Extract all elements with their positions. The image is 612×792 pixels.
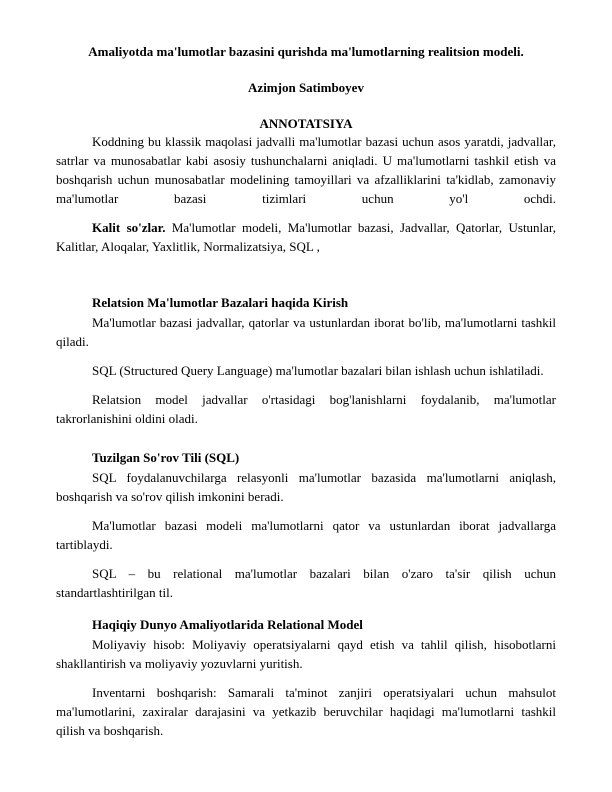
abstract-heading: ANNOTATSIYA bbox=[259, 116, 353, 131]
section-paragraph: Inventarni boshqarish: Samarali ta'minot zanjiri operatsiyalari uchun mahsulot ma'lumotlarini, zaxiralar darajasini va yetkazib beruvchilar haqidagi ma'lumotlarni tashkil qilish va boshqarish. bbox=[56, 685, 556, 738]
keywords-text: Ma'lumotlar modeli, Ma'lumotlar bazasi, Jadvallar, Qatorlar, Ustunlar, Kalitlar, Aloqalar, Yaxlitlik, Normalizatsiya, SQL , bbox=[56, 220, 556, 254]
section-paragraph: SQL – bu relational ma'lumotlar bazalari bilan o'zaro ta'sir qilish uchun standartlashtirilgan til. bbox=[56, 566, 556, 600]
keywords-paragraph bbox=[56, 218, 556, 256]
abstract-body: Koddning bu klassik maqolasi jadvalli ma'lumotlar bazasi uchun asos yaratdi, jadvallar, satrlar va munosabatlar kabi asosiy tushunchalarni aniqladi. U ma'lumotlarni tashkil etish va boshqarish uchun munosabatlar modelining tamoyillari va afzalliklarini ta'kidlab, zamonaviy ma'lumotlar bazasi tizimlari uchun yo'l ochdi. bbox=[56, 134, 556, 206]
section-paragraph: Ma'lumotlar bazasi modeli ma'lumotlarni qator va ustunlardan iborat jadvallarga tartiblaydi. bbox=[56, 518, 556, 552]
paper-title: Amaliyotda ma'lumotlar bazasini qurishda ma'lumotlarning realitsion modeli. bbox=[88, 44, 524, 59]
section-heading-sql: Tuzilgan So'rov Tili (SQL) bbox=[92, 450, 240, 465]
section-paragraph: Ma'lumotlar bazasi jadvallar, qatorlar va ustunlardan iborat bo'lib, ma'lumotlarni tashkil qiladi. bbox=[56, 315, 556, 349]
section-paragraph: SQL foydalanuvchilarga relasyonli ma'lumotlar bazasida ma'lumotlarni aniqlash, boshqarish va so'rov qilish imkonini beradi. bbox=[56, 470, 556, 504]
section-paragraph: SQL (Structured Query Language) ma'lumotlar bazalari bilan ishlash uchun ishlatiladi. bbox=[92, 363, 544, 378]
keywords-label: Kalit so'zlar. bbox=[92, 220, 166, 235]
section-paragraph: Relatsion model jadvallar o'rtasidagi bog'lanishlarni foydalanib, ma'lumotlar takrorlanishini oldini oladi. bbox=[56, 392, 556, 426]
author-name: Azimjon Satimboyev bbox=[248, 80, 364, 95]
section-heading-intro: Relatsion Ma'lumotlar Bazalari haqida Kirish bbox=[92, 295, 349, 310]
section-paragraph: Moliyaviy hisob: Moliyaviy operatsiyalarni qayd etish va tahlil qilish, hisobotlarni shakllantirish va moliyaviy yozuvlarni yuritish. bbox=[56, 637, 556, 671]
document-page bbox=[56, 44, 556, 740]
section-heading-real-world: Haqiqiy Dunyo Amaliyotlarida Relational Model bbox=[92, 617, 363, 632]
